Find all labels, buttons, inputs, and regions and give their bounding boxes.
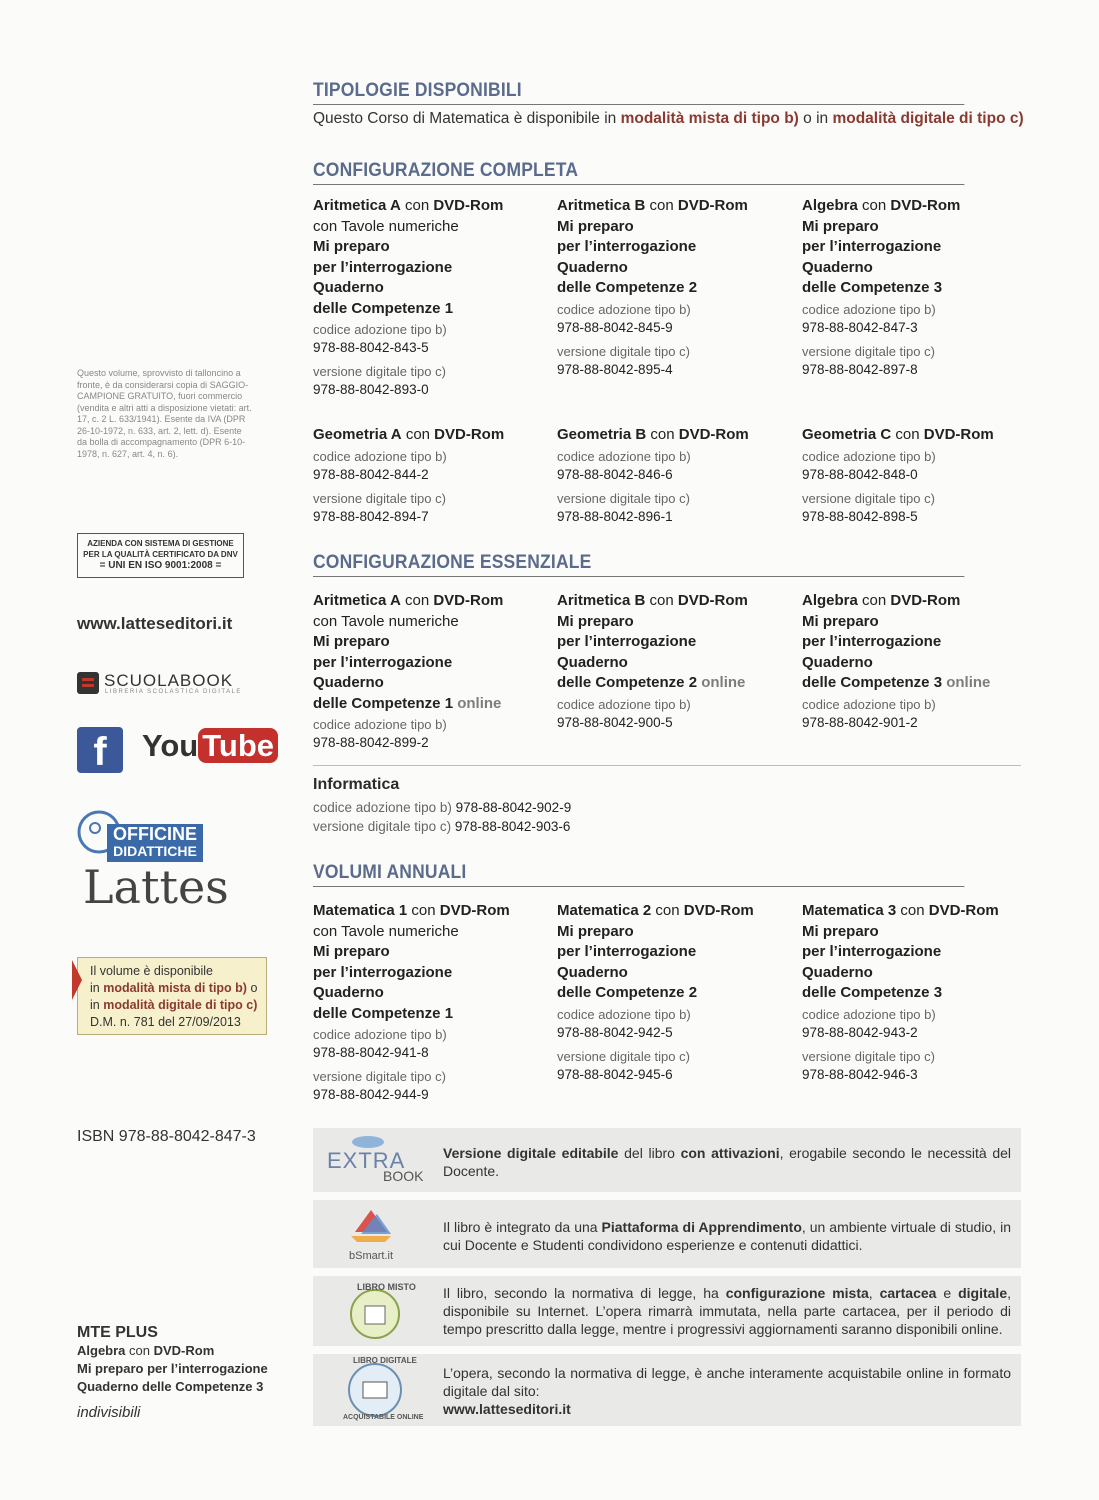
officine-didattiche-logo: OFFICINE DIDATTICHE Lattes xyxy=(77,808,247,913)
book-geometria-c: Geometria C con DVD-Rom codice adozione tipo b) 978-88-8042-848-0 versione digitale tipo c) 978-88-8042-898-5 xyxy=(802,426,994,524)
website-link[interactable]: www.latteseditori.it xyxy=(77,614,233,633)
book-algebra-essenziale: Algebra con DVD-Rom Mi preparo per l’interrogazione Quaderno delle Competenze 3 online codice adozione tipo b) 978-88-8042-901-2 xyxy=(802,592,991,730)
libro-misto-text: Il libro, secondo la normativa di legge, ha configurazione mista, cartacea e digitale, disponibile su Internet. L’opera rimarrà immutata, nella parte cartacea, per il periodo di tempo prescritto dalla legge, mentre i progressivi aggiornamenti saranno disponibili online. xyxy=(443,1285,1011,1337)
informatica-code-c: versione digitale tipo c) 978-88-8042-903-6 xyxy=(313,819,571,834)
digitale-highlight: modalità digitale di tipo c) xyxy=(832,110,1024,127)
band-extrabook xyxy=(313,1128,1021,1192)
book-algebra-completa: Algebra con DVD-Rom Mi preparo per l’interrogazione Quaderno delle Competenze 3 codice adozione tipo b) 978-88-8042-847-3 versione digitale tipo c) 978-88-8042-897-8 xyxy=(802,197,961,377)
book-aritmetica-a-essenziale: Aritmetica A con DVD-Rom con Tavole numeriche Mi preparo per l’interrogazione Quaderno delle Competenze 1 online codice adozione tipo b) 978-88-8042-899-2 xyxy=(313,592,504,750)
heading-completa: CONFIGURAZIONE COMPLETA xyxy=(313,160,964,185)
libro-digitale-text: L’opera, secondo la normativa di legge, è anche interamente acquistabile online in formato digitale dal sito: www.latteseditori.it xyxy=(443,1365,1011,1417)
libro-misto-logo: LIBRO MISTO xyxy=(313,1276,431,1346)
book-geometria-b: Geometria B con DVD-Rom codice adozione tipo b) 978-88-8042-846-6 versione digitale tipo c) 978-88-8042-896-1 xyxy=(557,426,749,524)
facebook-icon[interactable]: f xyxy=(77,727,123,773)
scuolabook-logo[interactable]: SCUOLABOOK LIBRERIA SCOLASTICA DIGITALE xyxy=(77,670,247,698)
mte-plus-block: MTE PLUS Algebra con DVD-Rom Mi preparo per l’interrogazione Quaderno delle Competenze 3 indivisibili xyxy=(77,1324,268,1421)
extrabook-logo: EXTRA BOOK xyxy=(313,1128,431,1192)
band-bsmart xyxy=(313,1200,1021,1268)
book-aritmetica-a-completa: Aritmetica A con DVD-Rom con Tavole numeriche Mi preparo per l’interrogazione Quaderno delle Competenze 1 codice adozione tipo b) 978-88-8042-843-5 versione digitale tipo c) 978-88-8042-893-0 xyxy=(313,197,504,397)
scuolabook-icon xyxy=(77,672,99,694)
book-matematica-3: Matematica 3 con DVD-Rom Mi preparo per l’interrogazione Quaderno delle Competenze 3 codice adozione tipo b) 978-88-8042-943-2 versione digitale tipo c) 978-88-8042-946-3 xyxy=(802,902,999,1082)
youtube-logo[interactable]: You Tube xyxy=(142,728,278,772)
isbn: ISBN 978-88-8042-847-3 xyxy=(77,1128,256,1145)
separator xyxy=(313,765,1021,766)
book-matematica-2: Matematica 2 con DVD-Rom Mi preparo per l’interrogazione Quaderno delle Competenze 2 codice adozione tipo b) 978-88-8042-942-5 versione digitale tipo c) 978-88-8042-945-6 xyxy=(557,902,754,1082)
heading-tipologie: TIPOLOGIE DISPONIBILI xyxy=(313,80,964,105)
certification-badge: AZIENDA CON SISTEMA DI GESTIONE PER LA QUALITÀ CERTIFICATO DA DNV = UNI EN ISO 9001:2008 = xyxy=(77,533,244,578)
bsmart-text: Il libro è integrato da una Piattaforma di Apprendimento, un ambiente virtuale di studio, in cui Docente e Studenti condividono esperienze e contenuti didattici. xyxy=(443,1219,1011,1253)
band-libro-misto xyxy=(313,1276,1021,1346)
informatica-title: Informatica xyxy=(313,776,400,793)
arrow-icon xyxy=(72,960,82,1000)
intro-text: Questo Corso di Matematica è disponibile in modalità mista di tipo b) o in modalità digitale di tipo c) xyxy=(313,110,1024,127)
heading-essenziale: CONFIGURAZIONE ESSENZIALE xyxy=(313,552,964,577)
extrabook-text: Versione digitale editabile del libro con attivazioni, erogabile secondo le necessità del Docente. xyxy=(443,1145,1012,1179)
book-aritmetica-b-essenziale: Aritmetica B con DVD-Rom Mi preparo per l’interrogazione Quaderno delle Competenze 2 online codice adozione tipo b) 978-88-8042-900-5 xyxy=(557,592,748,730)
band-libro-digitale xyxy=(313,1354,1021,1426)
book-geometria-a: Geometria A con DVD-Rom codice adozione tipo b) 978-88-8042-844-2 versione digitale tipo c) 978-88-8042-894-7 xyxy=(313,426,505,524)
mista-highlight: modalità mista di tipo b) xyxy=(620,110,799,127)
bsmart-logo: bSmart.it xyxy=(313,1200,431,1268)
availability-notice: Il volume è disponibile in modalità mista di tipo b) o in modalità digitale di tipo c) D.M. n. 781 del 27/09/2013 xyxy=(77,957,267,1035)
heading-annuali: VOLUMI ANNUALI xyxy=(313,862,964,887)
book-aritmetica-b-completa: Aritmetica B con DVD-Rom Mi preparo per l’interrogazione Quaderno delle Competenze 2 codice adozione tipo b) 978-88-8042-845-9 versione digitale tipo c) 978-88-8042-895-4 xyxy=(557,197,748,377)
legal-notice: Questo volume, sprovvisto di talloncino a fronte, è da considerarsi copia di SAGGIO-CAMPIONE GRATUITO, fuori commercio (vendita e altri atti a disposizione vietati: art. 17, c. 2 L. 633/1941). Esente da IVA (DPR 26-10-1972, n. 633, art. 2, lett. d). Esente da bolla di accompagnamento (DPR 6-10-1978, n. 627, art. 4, n. 6). xyxy=(77,368,252,459)
libro-digitale-logo: LIBRO DIGITALE ACQUISTABILE ONLINE xyxy=(313,1354,431,1426)
informatica-code-b: codice adozione tipo b) 978-88-8042-902-9 xyxy=(313,800,572,815)
book-matematica-1: Matematica 1 con DVD-Rom con Tavole numeriche Mi preparo per l’interrogazione Quaderno delle Competenze 1 codice adozione tipo b) 978-88-8042-941-8 versione digitale tipo c) 978-88-8042-944-9 xyxy=(313,902,510,1102)
